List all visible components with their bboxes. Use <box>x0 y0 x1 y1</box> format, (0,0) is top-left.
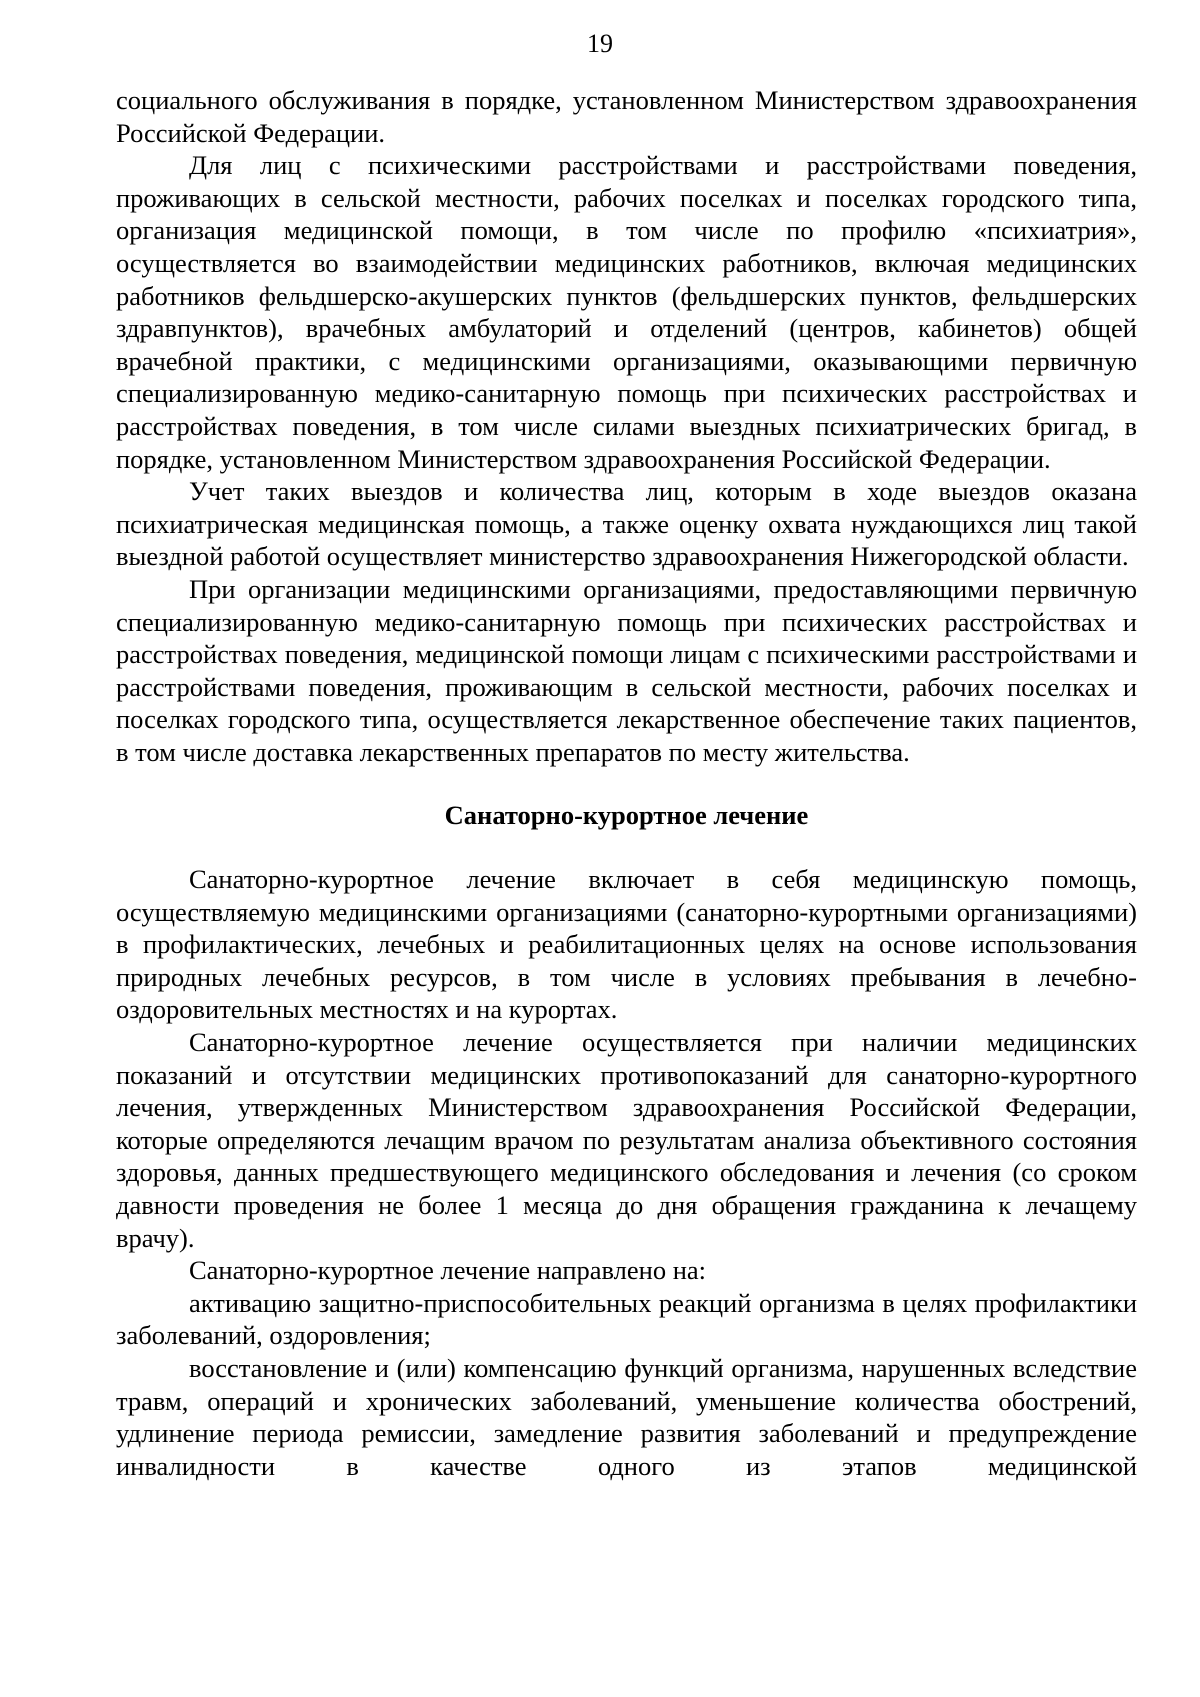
document-body <box>116 84 1137 1482</box>
paragraph-sanatorium-aims-intro: Санаторно-курортное лечение направлено на: <box>189 1255 707 1286</box>
paragraph-sanatorium-definition: Санаторно-курортное лечение включает в себя медицинскую помощь, осуществляемую медицинскими организациями (санаторно-курортными организациями) в профилактических, лечебных и реабилитационных целях на основе использования природных лечебных ресурсов, в том числе в условиях пребывания в лечебно-оздоровительных местностях и на курортах. <box>116 864 1137 1025</box>
paragraph-rural-psychiatric-care: Для лиц с психическими расстройствами и расстройствами поведения, проживающих в сельской местности, рабочих поселках и поселках городского типа, организация медицинской помощи, в том числе по профилю «психиатрия», осуществляется во взаимодействии медицинских работников, включая медицинских работников фельдшерско-акушерских пунктов (фельдшерских пунктов, фельдшерских здравпунктов), врачебных амбулаторий и отделений (центров, кабинетов) общей врачебной практики, с медицинскими организациями, оказывающими первичную специализированную медико-санитарную помощь при психических расстройствах и расстройствах поведения, в том числе силами выездных психиатрических бригад, в порядке, установленном Министерством здравоохранения Российской Федерации. <box>116 150 1137 474</box>
paragraph-visit-accounting: Учет таких выездов и количества лиц, которым в ходе выездов оказана психиатрическая медицинская помощь, а также оценку охвата нуждающихся лиц такой выездной работой осуществляет министерство здравоохранения Нижегородской области. <box>116 476 1137 572</box>
paragraph-drug-supply: При организации медицинскими организациями, предоставляющими первичную специализированную медико-санитарную помощь при психических расстройствах и расстройствах поведения, медицинской помощи лицам с психическими расстройствами и расстройствами поведения, проживающим в сельской местности, рабочих поселках и поселках городского типа, осуществляется лекарственное обеспечение таких пациентов, в том числе доставка лекарственных препаратов по месту жительства. <box>116 573 1137 767</box>
paragraph-aim-restoration: восстановление и (или) компенсацию функций организма, нарушенных вследствие травм, операций и хронических заболеваний, уменьшение количества обострений, удлинение периода ремиссии, замедление развития заболеваний и предупреждение инвалидности в качестве одного из этапов медицинской <box>116 1352 1137 1481</box>
paragraph-continuation: социального обслуживания в порядке, установленном Министерством здравоохранения Российской Федерации. <box>116 85 1137 148</box>
section-title: Санаторно-курортное лечение <box>444 800 809 831</box>
paragraph-sanatorium-indications: Санаторно-курортное лечение осуществляется при наличии медицинских показаний и отсутствии медицинских противопоказаний для санаторно-курортного лечения, утвержденных Министерством здравоохранения Российской Федерации, которые определяются лечащим врачом по результатам анализа объективного состояния здоровья, данных предшествующего медицинского обследования и лечения (со сроком давности проведения не более 1 месяца до дня обращения гражданина к лечащему врачу). <box>116 1027 1137 1253</box>
page-number: 19 <box>587 29 613 58</box>
paragraph-aim-activation: активацию защитно-приспособительных реакций организма в целях профилактики заболеваний, оздоровления; <box>116 1287 1137 1351</box>
